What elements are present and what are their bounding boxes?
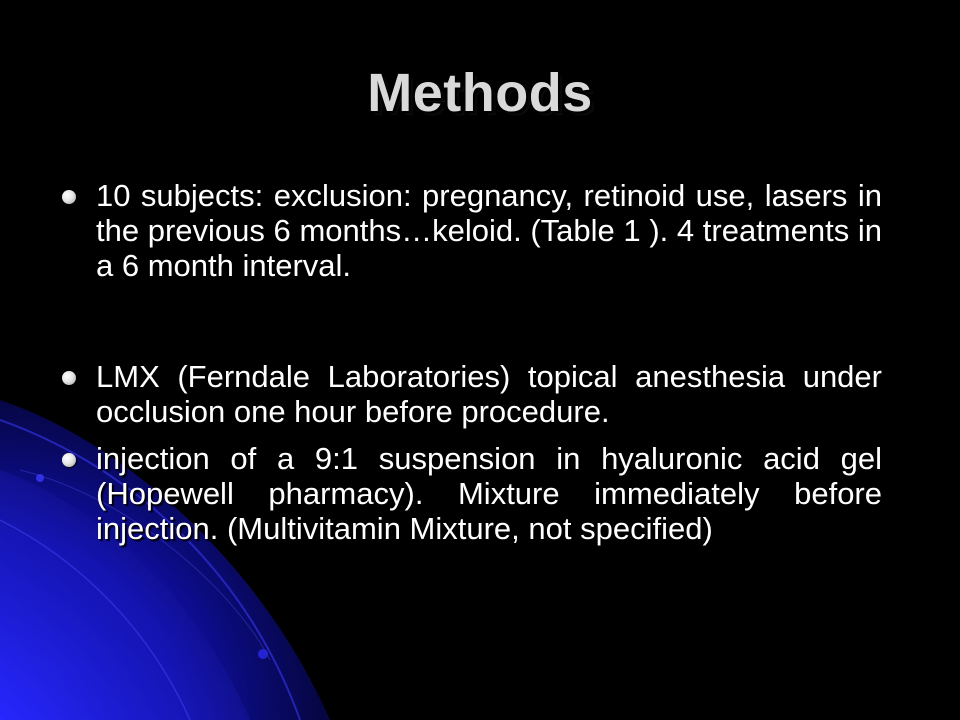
bullet-dot-icon [62, 371, 76, 385]
bullet-text: 10 subjects: exclusion: pregnancy, retinoid use, lasers in the previous 6 months…keloid. (Table 1 ). 4 treatments in a 6 month interval. [96, 178, 882, 283]
bullet-dot-icon [62, 453, 76, 467]
bullet-item [62, 359, 882, 429]
bullet-text: LMX (Ferndale Laboratories) topical anesthesia under occlusion one hour before procedure. [96, 359, 882, 429]
bullet-list [62, 178, 882, 546]
bullet-text: injection of a 9:1 suspension in hyaluronic acid gel (Hopewell pharmacy). Mixture immediately before injection. (Multivitamin Mixture, not specified) [96, 441, 882, 546]
slide-title: Methods [367, 63, 593, 123]
decorative-dot [36, 474, 44, 482]
bullet-item [62, 178, 882, 283]
decorative-dot [258, 649, 268, 659]
bullet-item [62, 441, 882, 546]
bullet-dot-icon [62, 190, 76, 204]
